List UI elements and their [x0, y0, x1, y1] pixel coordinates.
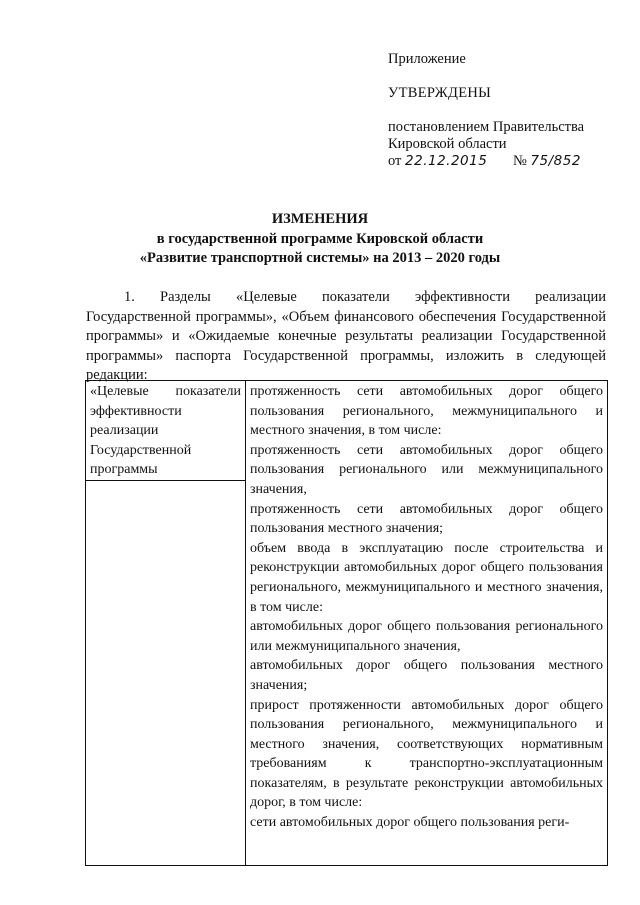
indicator-item: протяженность сети автомобильных дорог общего пользования местного значения; — [250, 501, 603, 537]
table-cell-empty — [86, 480, 246, 865]
passport-table — [85, 380, 608, 866]
decree-date: 22.12.2015 — [405, 153, 488, 169]
approval-block — [388, 51, 628, 170]
title-line-3: «Развитие транспортной системы» на 2013 – 2020 годы — [139, 250, 501, 266]
document-title — [0, 210, 640, 269]
table-cell-section-name: «Целевые показатели эффективности реализации Государственной программы — [86, 381, 246, 481]
title-line-2: в государственной программе Кировской области — [156, 230, 484, 247]
indicator-item: автомобильных дорог общего пользования местного значения; — [250, 658, 603, 693]
decree-number: 75/852 — [530, 153, 581, 169]
indicator-item: сети автомобильных дорог общего пользования реги- — [250, 815, 570, 831]
approved-label: УТВЕРЖДЕНЫ — [388, 85, 492, 101]
table-row — [86, 381, 608, 481]
intro-paragraph: 1. Разделы «Целевые показатели эффективности реализации Государственной программы», «Объем финансового обеспечения Государственной программы» и «Ожидаемые конечные результаты реализации Государственной программы» паспорта Государственной программы, изложить в следующей редакции: — [86, 289, 606, 383]
indicator-item: протяженность сети автомобильных дорог общего пользования регионального, межмуниципального и местного значения, в том числе: — [250, 384, 603, 439]
indicator-item: объем ввода в эксплуатацию после строительства и реконструкции автомобильных дорог общего пользования регионального, межмуниципального и местного значения, в том числе: — [250, 540, 603, 615]
indicator-item: автомобильных дорог общего пользования регионального или межмуниципального значения, — [250, 619, 603, 654]
decree-line-2: Кировской области — [388, 136, 507, 152]
indicator-item: прирост протяженности автомобильных дорог общего пользования регионального, межмуниципального и местного значения, соответствующих нормативным требованиям к транспортно-эксплуатационным показателям, в результате реконструкции автомобильных дорог, в том числе: — [250, 697, 603, 811]
number-prefix: № — [512, 153, 527, 169]
date-prefix: от — [388, 153, 402, 169]
indicator-item: протяженность сети автомобильных дорог общего пользования регионального или межмуниципального значения, — [250, 442, 603, 497]
decree-date-number-line — [388, 153, 628, 170]
decree-line-1: постановлением Правительства — [388, 119, 585, 135]
table-cell-indicators — [246, 381, 608, 866]
title-line-1: ИЗМЕНЕНИЯ — [271, 211, 369, 227]
appendix-label: Приложение — [388, 51, 466, 67]
